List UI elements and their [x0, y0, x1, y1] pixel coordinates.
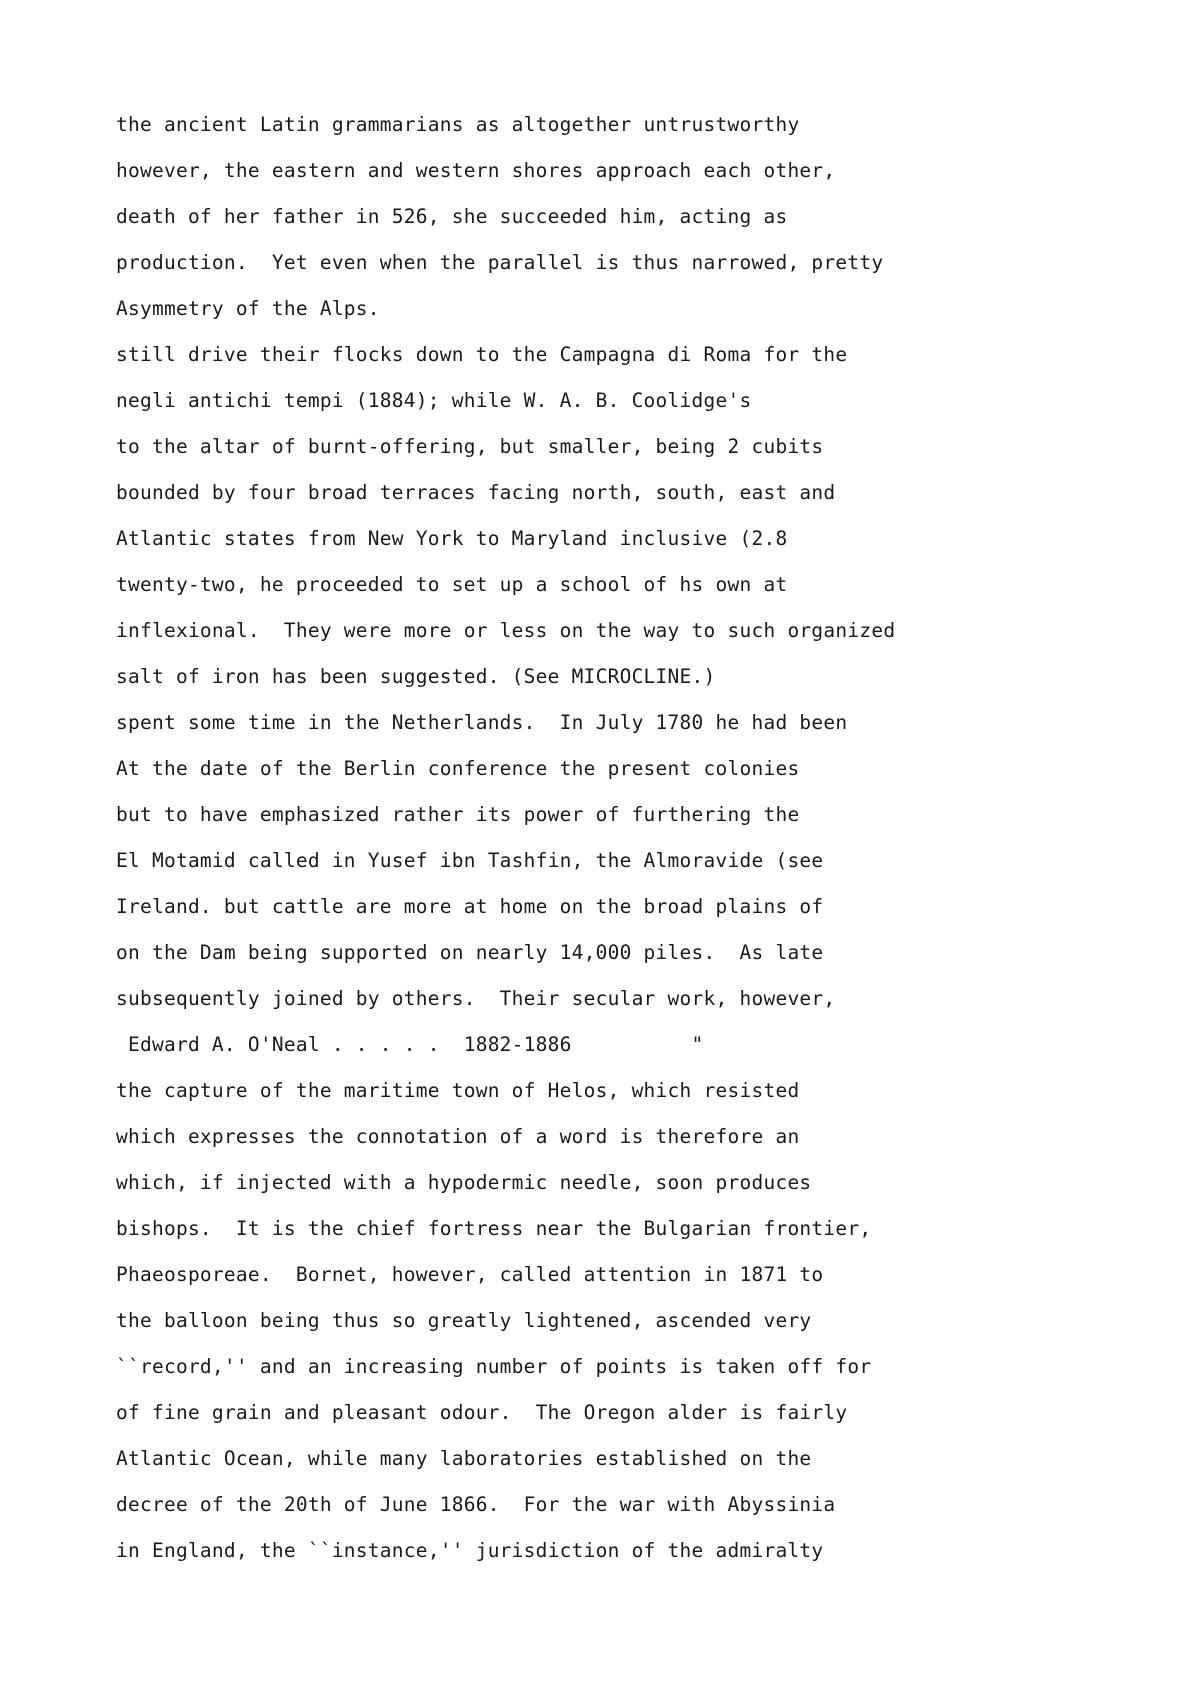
text-line: twenty-two, he proceeded to set up a school of hs own at — [116, 573, 788, 596]
text-line: subsequently joined by others. Their secular work, however, — [116, 987, 836, 1010]
text-line: which expresses the connotation of a word is therefore an — [116, 1125, 800, 1148]
text-line: death of her father in 526, she succeeded him, acting as — [116, 205, 788, 228]
text-line: the capture of the maritime town of Helos, which resisted — [116, 1079, 800, 1102]
text-line: spent some time in the Netherlands. In July 1780 he had been — [116, 711, 848, 734]
text-line: bishops. It is the chief fortress near the Bulgarian frontier, — [116, 1217, 872, 1240]
text-line: to the altar of burnt-offering, but smaller, being 2 cubits — [116, 435, 824, 458]
text-line: however, the eastern and western shores approach each other, — [116, 159, 836, 182]
text-line: bounded by four broad terraces facing north, south, east and — [116, 481, 836, 504]
text-line: Atlantic states from New York to Maryland inclusive (2.8 — [116, 527, 788, 550]
text-line: in England, the ``instance,'' jurisdiction of the admiralty — [116, 1539, 824, 1562]
text-body — [116, 106, 1116, 1578]
text-line: the ancient Latin grammarians as altogether untrustworthy — [116, 113, 800, 136]
text-line: ``record,'' and an increasing number of points is taken off for — [116, 1355, 872, 1378]
text-line: which, if injected with a hypodermic needle, soon produces — [116, 1171, 812, 1194]
text-line: Edward A. O'Neal . . . . . 1882-1886 " — [116, 1033, 704, 1056]
text-line: Ireland. but cattle are more at home on the broad plains of — [116, 895, 824, 918]
text-line: decree of the 20th of June 1866. For the war with Abyssinia — [116, 1493, 836, 1516]
text-line: At the date of the Berlin conference the present colonies — [116, 757, 800, 780]
text-line: Asymmetry of the Alps. — [116, 297, 380, 320]
text-line: of fine grain and pleasant odour. The Oregon alder is fairly — [116, 1401, 848, 1424]
text-line: Atlantic Ocean, while many laboratories established on the — [116, 1447, 812, 1470]
text-line: inflexional. They were more or less on the way to such organized — [116, 619, 896, 642]
text-line: still drive their flocks down to the Campagna di Roma for the — [116, 343, 848, 366]
text-line: the balloon being thus so greatly lightened, ascended very — [116, 1309, 812, 1332]
text-line: on the Dam being supported on nearly 14,000 piles. As late — [116, 941, 824, 964]
text-line: but to have emphasized rather its power of furthering the — [116, 803, 800, 826]
text-line: Phaeosporeae. Bornet, however, called attention in 1871 to — [116, 1263, 824, 1286]
text-line: El Motamid called in Yusef ibn Tashfin, the Almoravide (see — [116, 849, 824, 872]
text-line: salt of iron has been suggested. (See MICROCLINE.) — [116, 665, 716, 688]
text-line: negli antichi tempi (1884); while W. A. B. Coolidge's — [116, 389, 752, 412]
text-line: production. Yet even when the parallel is thus narrowed, pretty — [116, 251, 884, 274]
